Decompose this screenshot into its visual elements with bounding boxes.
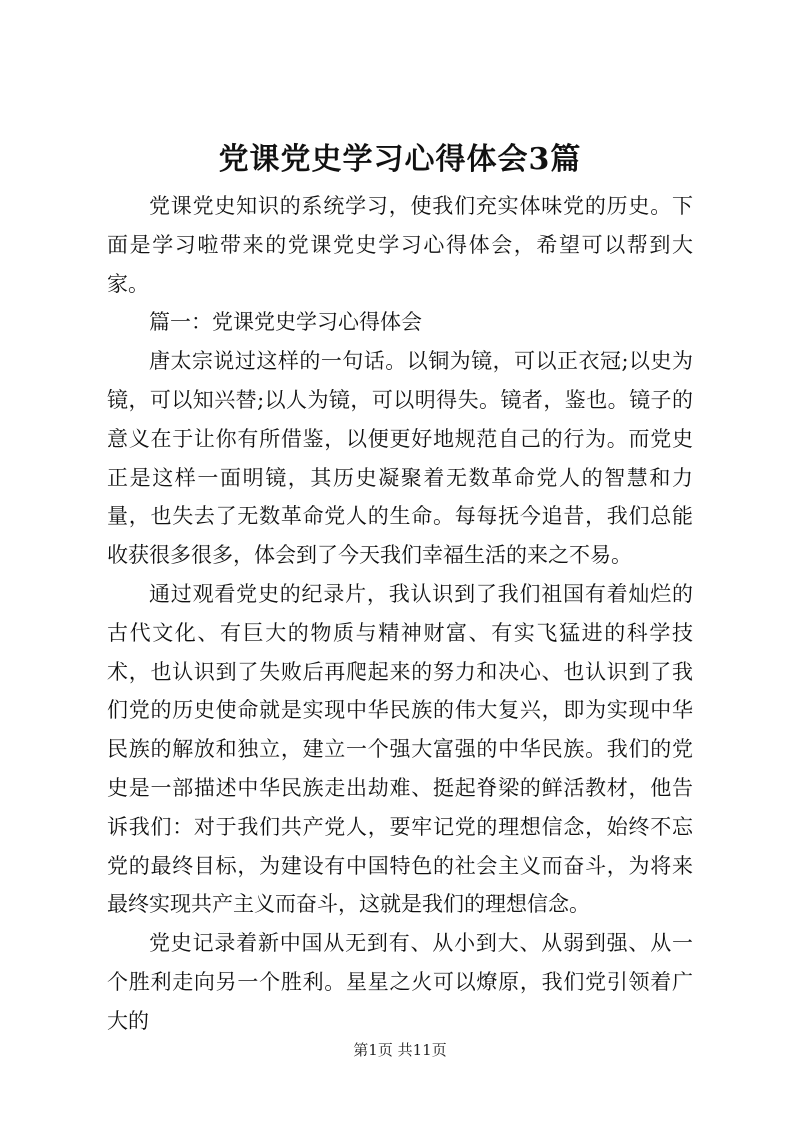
document-body [107, 187, 693, 1041]
intro-paragraph: 党课党史知识的系统学习，使我们充实体味党的历史。下面是学习啦带来的党课党史学习心得体会，希望可以帮到大家。 [107, 194, 693, 296]
section-heading: 篇一：党课党史学习心得体会 [149, 310, 422, 335]
body-paragraph: 唐太宗说过这样的一句话。以铜为镜，可以正衣冠;以史为镜，可以知兴替;以人为镜，可以明得失。镜者，鉴也。镜子的意义在于让你有所借鉴，以便更好地规范自己的行为。而党史正是这样一面明镜，其历史凝聚着无数革命党人的智慧和力量，也失去了无数革命党人的生命。每每抚今追昔，我们总能收获很多很多，体会到了今天我们幸福生活的来之不易。 [107, 349, 693, 568]
page-footer: 第1页 共11页 [353, 1041, 447, 1059]
body-paragraph: 党史记录着新中国从无到有、从小到大、从弱到强、从一个胜利走向另一个胜利。星星之火可以燎原，我们党引领着广大的 [107, 931, 693, 1033]
body-paragraph: 通过观看党史的纪录片，我认识到了我们祖国有着灿烂的古代文化、有巨大的物质与精神财富、有实飞猛进的科学技术，也认识到了失败后再爬起来的努力和决心、也认识到了我们党的历史使命就是实现中华民族的伟大复兴，即为实现中华民族的解放和独立，建立一个强大富强的中华民族。我们的党史是一部描述中华民族走出劫难、挺起脊梁的鲜活教材，他告诉我们：对于我们共产党人，要牢记党的理想信念，始终不忘党的最终目标，为建设有中国特色的社会主义而奋斗，为将来最终实现共产主义而奋斗，这就是我们的理想信念。 [107, 581, 693, 917]
document-title: 党课党史学习心得体会3篇 [218, 142, 582, 177]
